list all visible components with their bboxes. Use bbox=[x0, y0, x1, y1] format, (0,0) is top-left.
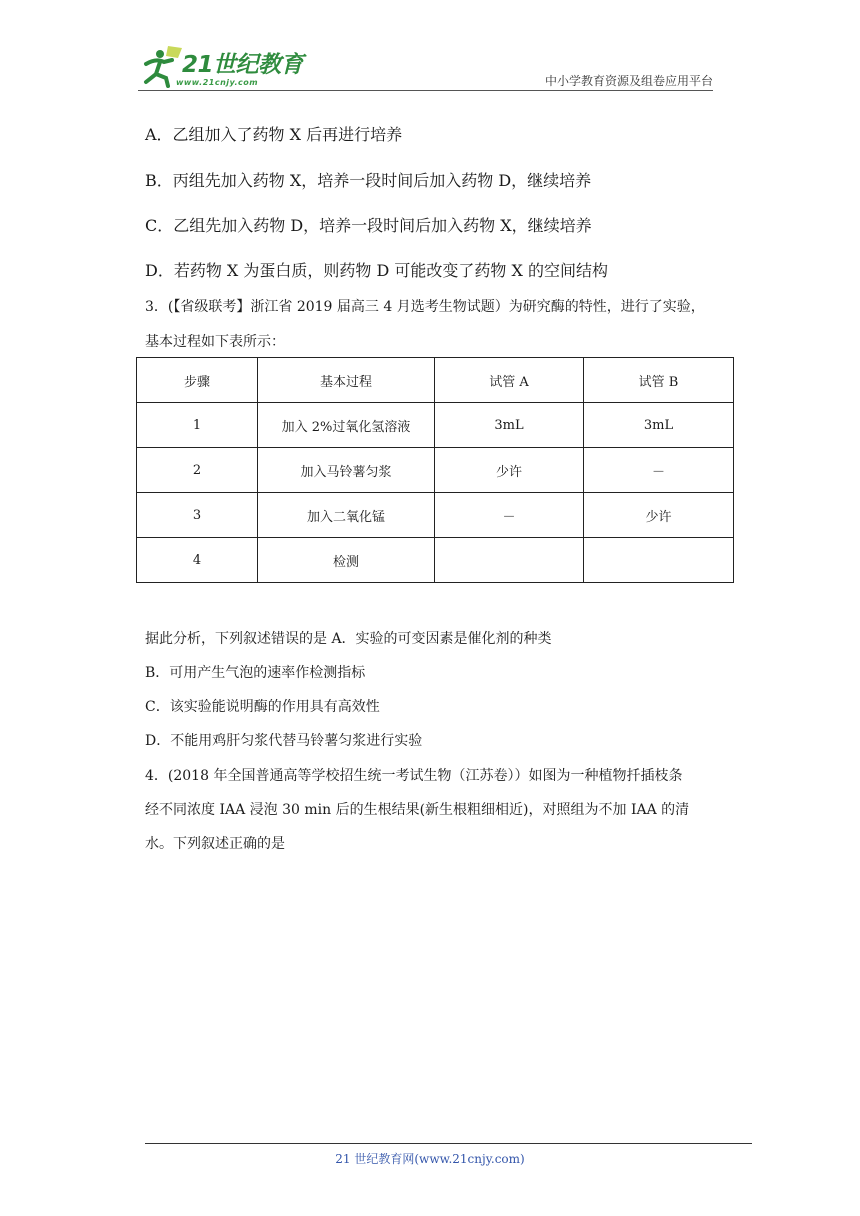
table-cell: 加入马铃薯匀浆 bbox=[258, 448, 435, 493]
page-header bbox=[138, 38, 713, 94]
q4-stem-line-2: 经不同浓度 IAA 浸泡 30 min 后的生根结果(新生根粗细相近)，对照组为不加 IAA 的清 bbox=[145, 802, 690, 818]
table-cell: 1 bbox=[137, 403, 258, 448]
q3-analysis-option-a: 据此分析，下列叙述错误的是 A．实验的可变因素是催化剂的种类 bbox=[145, 631, 552, 647]
header-divider bbox=[138, 90, 713, 91]
q3-stem-line-2: 基本过程如下表所示： bbox=[145, 334, 285, 350]
table-row bbox=[137, 403, 734, 448]
table-cell: 4 bbox=[137, 538, 258, 583]
table-header-cell: 试管 B bbox=[584, 358, 734, 403]
q3-option-b: B．可用产生气泡的速率作检测指标 bbox=[145, 665, 366, 681]
site-logo[interactable] bbox=[138, 42, 318, 90]
table-row bbox=[137, 448, 734, 493]
table-row bbox=[137, 493, 734, 538]
table-cell: 少许 bbox=[435, 448, 584, 493]
table-cell: 3mL bbox=[584, 403, 734, 448]
table-header-cell: 试管 A bbox=[435, 358, 584, 403]
footer-link[interactable]: 21 世纪教育网(www.21cnjy.com) bbox=[335, 1152, 525, 1166]
logo-text: 21世纪教育 bbox=[182, 52, 304, 78]
q3-stem-line-1: 3．(【省级联考】浙江省 2019 届高三 4 月选考生物试题）为研究酶的特性，进行了实验， bbox=[145, 299, 705, 315]
header-platform-label: 中小学教育资源及组卷应用平台 bbox=[544, 74, 713, 88]
table-cell: 3mL bbox=[435, 403, 584, 448]
q2-option-b: B．丙组先加入药物 X，培养一段时间后加入药物 D，继续培养 bbox=[145, 171, 592, 190]
q3-option-c: C．该实验能说明酶的作用具有高效性 bbox=[145, 699, 380, 715]
q2-option-a: A．乙组加入了药物 X 后再进行培养 bbox=[145, 125, 403, 144]
logo-url: www.21cnjy.com bbox=[176, 78, 259, 87]
table-row bbox=[137, 538, 734, 583]
q2-option-c: C．乙组先加入药物 D，培养一段时间后加入药物 X，继续培养 bbox=[145, 216, 592, 235]
table-header-cell: 基本过程 bbox=[258, 358, 435, 403]
table-cell bbox=[584, 538, 734, 583]
table-cell: 加入二氧化锰 bbox=[258, 493, 435, 538]
experiment-table bbox=[136, 357, 734, 583]
table-cell bbox=[435, 538, 584, 583]
table-cell: － bbox=[584, 448, 734, 493]
table-cell: － bbox=[435, 493, 584, 538]
table-cell: 2 bbox=[137, 448, 258, 493]
q4-stem-line-1: 4．(2018 年全国普通高等学校招生统一考试生物（江苏卷））如图为一种植物扦插枝条 bbox=[145, 768, 683, 784]
q4-stem-line-3: 水。下列叙述正确的是 bbox=[145, 836, 285, 852]
table-cell: 加入 2%过氧化氢溶液 bbox=[258, 403, 435, 448]
table-cell: 少许 bbox=[584, 493, 734, 538]
q2-option-d: D．若药物 X 为蛋白质，则药物 D 可能改变了药物 X 的空间结构 bbox=[145, 261, 608, 280]
q3-option-d: D．不能用鸡肝匀浆代替马铃薯匀浆进行实验 bbox=[145, 733, 423, 749]
footer-divider bbox=[145, 1143, 752, 1144]
table-cell: 3 bbox=[137, 493, 258, 538]
table-header-cell: 步骤 bbox=[137, 358, 258, 403]
table-header-row bbox=[137, 358, 734, 403]
table-cell: 检测 bbox=[258, 538, 435, 583]
